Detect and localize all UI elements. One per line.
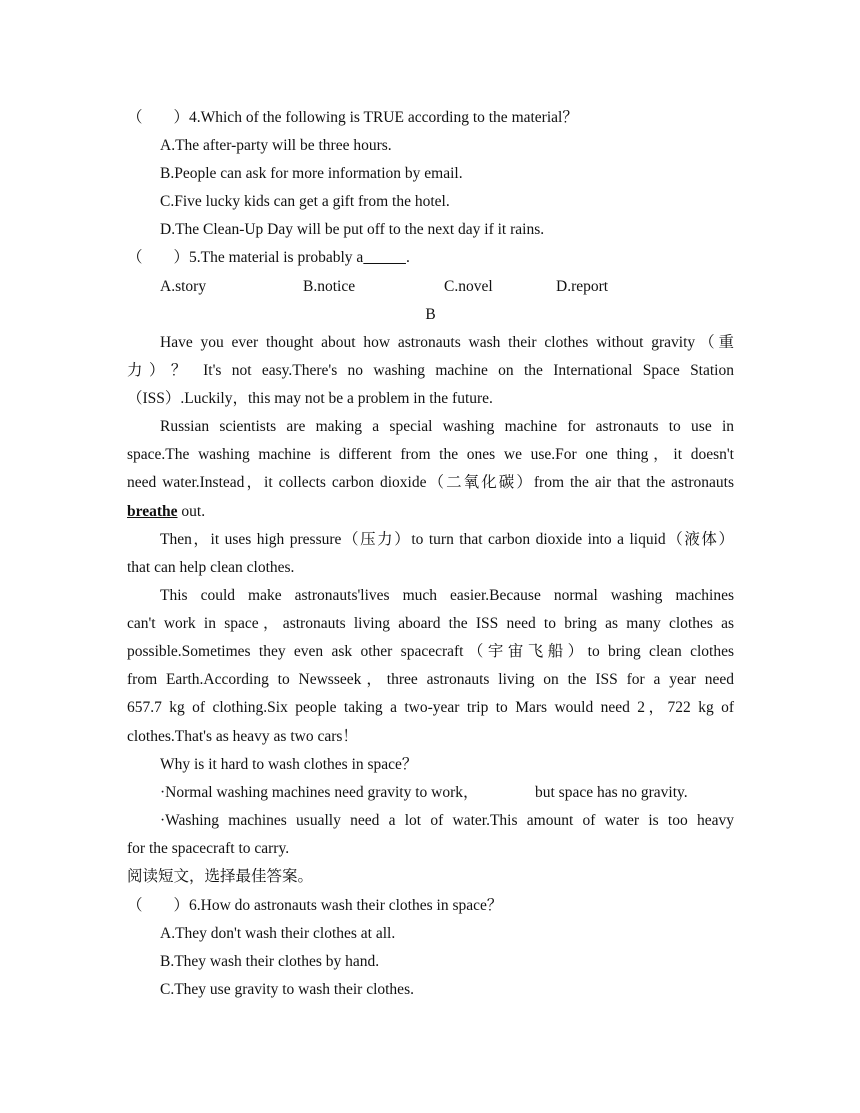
question-4-option-b: B.People can ask for more information by email. xyxy=(160,165,463,182)
passage-p2-line-1: Russian scientists are making a special washing machine for astronauts to use in xyxy=(160,418,734,435)
passage-p4-line-3: possible.Sometimes they even ask other spacecraft（宇宙飞船）to bring clean clothes xyxy=(127,643,734,660)
question-4-option-c: C.Five lucky kids can get a gift from the hotel. xyxy=(160,193,450,210)
section-label: B xyxy=(425,306,436,323)
question-4-option-d: D.The Clean-Up Day will be put off to the next day if it rains. xyxy=(160,221,545,238)
bullet-2-line-1: ·Washing machines usually need a lot of water.This amount of water is too heavy xyxy=(160,812,734,829)
question-6-option-c: C.They use gravity to wash their clothes. xyxy=(160,981,414,998)
question-6-option-a: A.They don't wash their clothes at all. xyxy=(160,925,396,942)
key-word-breathe: breathe xyxy=(127,503,178,520)
question-5-option-b: B.notice xyxy=(303,278,356,295)
passage-p4-line-1: This could make astronauts'lives much easier.Because normal washing machines xyxy=(160,587,734,604)
passage-p4-line-4: from Earth.According to Newsseek，three astronauts living on the ISS for a year need xyxy=(127,671,734,688)
passage-p4-line-2: can't work in space，astronauts living aboard the ISS need to bring as many clothes as xyxy=(127,615,734,632)
question-5-stem-end: . xyxy=(405,249,410,266)
question-5-option-a: A.story xyxy=(160,278,207,295)
instruction: 阅读短文，选择最佳答案。 xyxy=(127,868,314,885)
passage-p1-line-3: （ISS）.Luckily，this may not be a problem in the future. xyxy=(127,390,493,407)
bullet-1-part-a: ·Normal washing machines need gravity to work， xyxy=(160,784,479,801)
question-4-option-a: A.The after-party will be three hours. xyxy=(160,137,392,154)
question-6-stem: （ ）6.How do astronauts wash their clothes in space？ xyxy=(127,897,503,914)
passage-p2-line-4 xyxy=(127,502,205,522)
passage-p1-line-1: Have you ever thought about how astronauts wash their clothes without gravity（重 xyxy=(160,334,734,351)
passage-p5: Why is it hard to wash clothes in space？ xyxy=(160,756,418,773)
question-5-option-d: D.report xyxy=(556,278,609,295)
passage-p3-line-1: Then，it uses high pressure（压力）to turn that carbon dioxide into a liquid（液体） xyxy=(160,531,734,548)
passage-p2-end: out. xyxy=(177,503,206,520)
question-5-stem xyxy=(127,248,410,268)
passage-p3-line-2: that can help clean clothes. xyxy=(127,559,295,576)
bullet-1-part-b: but space has no gravity. xyxy=(535,784,688,801)
question-5-option-c: C.novel xyxy=(444,278,493,295)
passage-p4-line-5: 657.7 kg of clothing.Six people taking a two-year trip to Mars would need 2，722 kg of xyxy=(127,699,734,716)
question-5-stem-text: （ ）5.The material is probably a xyxy=(127,249,364,266)
question-6-option-b: B.They wash their clothes by hand. xyxy=(160,953,380,970)
passage-p1-line-2: 力）？ It's not easy.There's no washing machine on the International Space Station xyxy=(127,362,734,379)
bullet-2-line-2: for the spacecraft to carry. xyxy=(127,840,290,857)
passage-p2-line-3: need water.Instead，it collects carbon dioxide（二氧化碳）from the air that the astronauts xyxy=(127,474,734,491)
question-4-stem: （ ）4.Which of the following is TRUE according to the material？ xyxy=(127,109,578,126)
passage-p4-line-6: clothes.That's as heavy as two cars！ xyxy=(127,728,358,745)
answer-blank xyxy=(363,249,406,266)
passage-p2-line-2: space.The washing machine is different from the ones we use.For one thing，it doesn't xyxy=(127,446,734,463)
